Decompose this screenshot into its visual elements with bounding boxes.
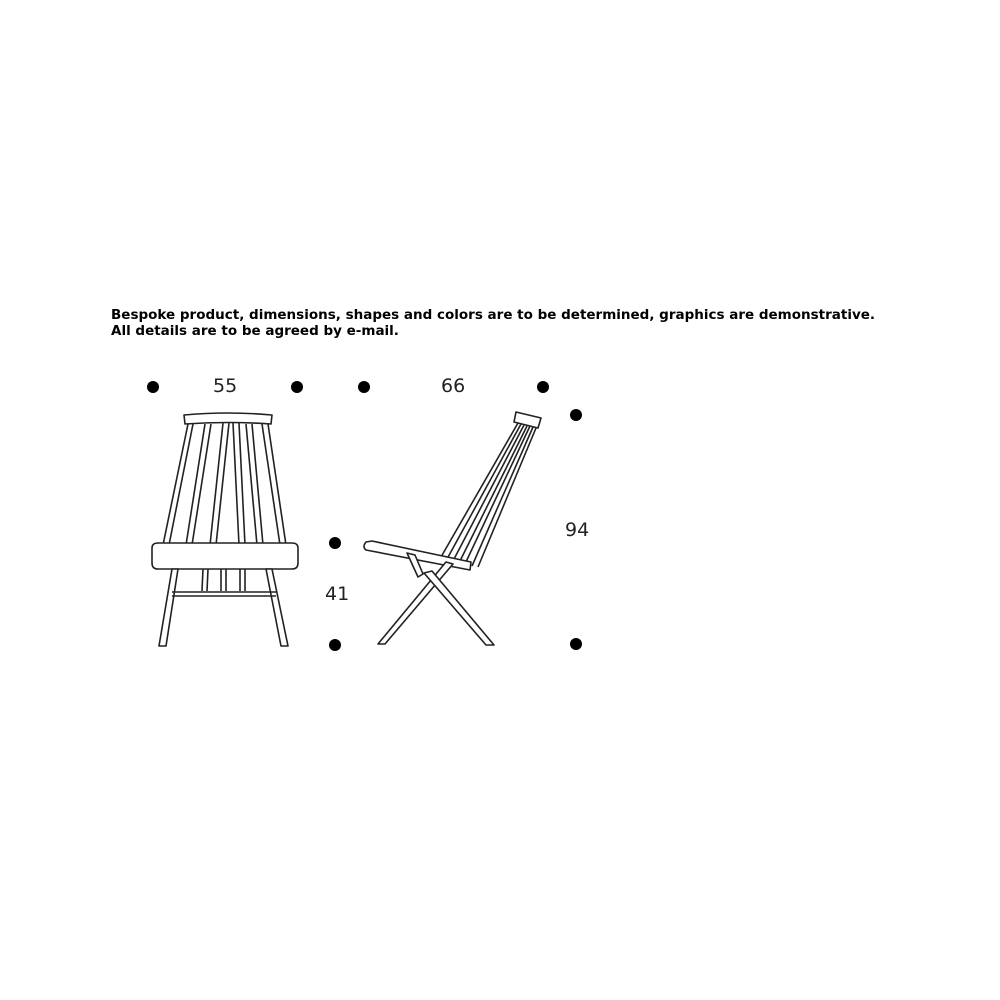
side-back-leg (378, 562, 453, 644)
front-right-leg (266, 569, 288, 646)
seat-height-dimension-label: 41 (325, 583, 350, 605)
height-bottom-dot (570, 638, 582, 650)
front-left-leg (159, 569, 178, 646)
depth-start-dot (358, 381, 370, 393)
disclaimer-text: Bespoke product, dimensions, shapes and colors are to be determined, graphics are demonstrative. All details are to be agreed by e-mail. (111, 307, 876, 339)
chair-side-view (364, 412, 541, 645)
depth-end-dot (537, 381, 549, 393)
height-top-dot (570, 409, 582, 421)
front-seat (152, 543, 298, 569)
width-start-dot (147, 381, 159, 393)
side-top-cap (514, 412, 541, 428)
seat-bottom-dot (329, 639, 341, 651)
chair-front-view (152, 413, 298, 646)
side-spindles (441, 423, 536, 567)
seat-top-dot (329, 537, 341, 549)
height-dimension-label: 94 (565, 519, 590, 541)
front-spindles (163, 423, 286, 545)
front-top-rail (184, 413, 272, 424)
depth-dimension-label: 66 (441, 375, 466, 397)
width-dimension-label: 55 (213, 375, 238, 397)
side-rear-leg (424, 571, 494, 645)
width-end-dot (291, 381, 303, 393)
